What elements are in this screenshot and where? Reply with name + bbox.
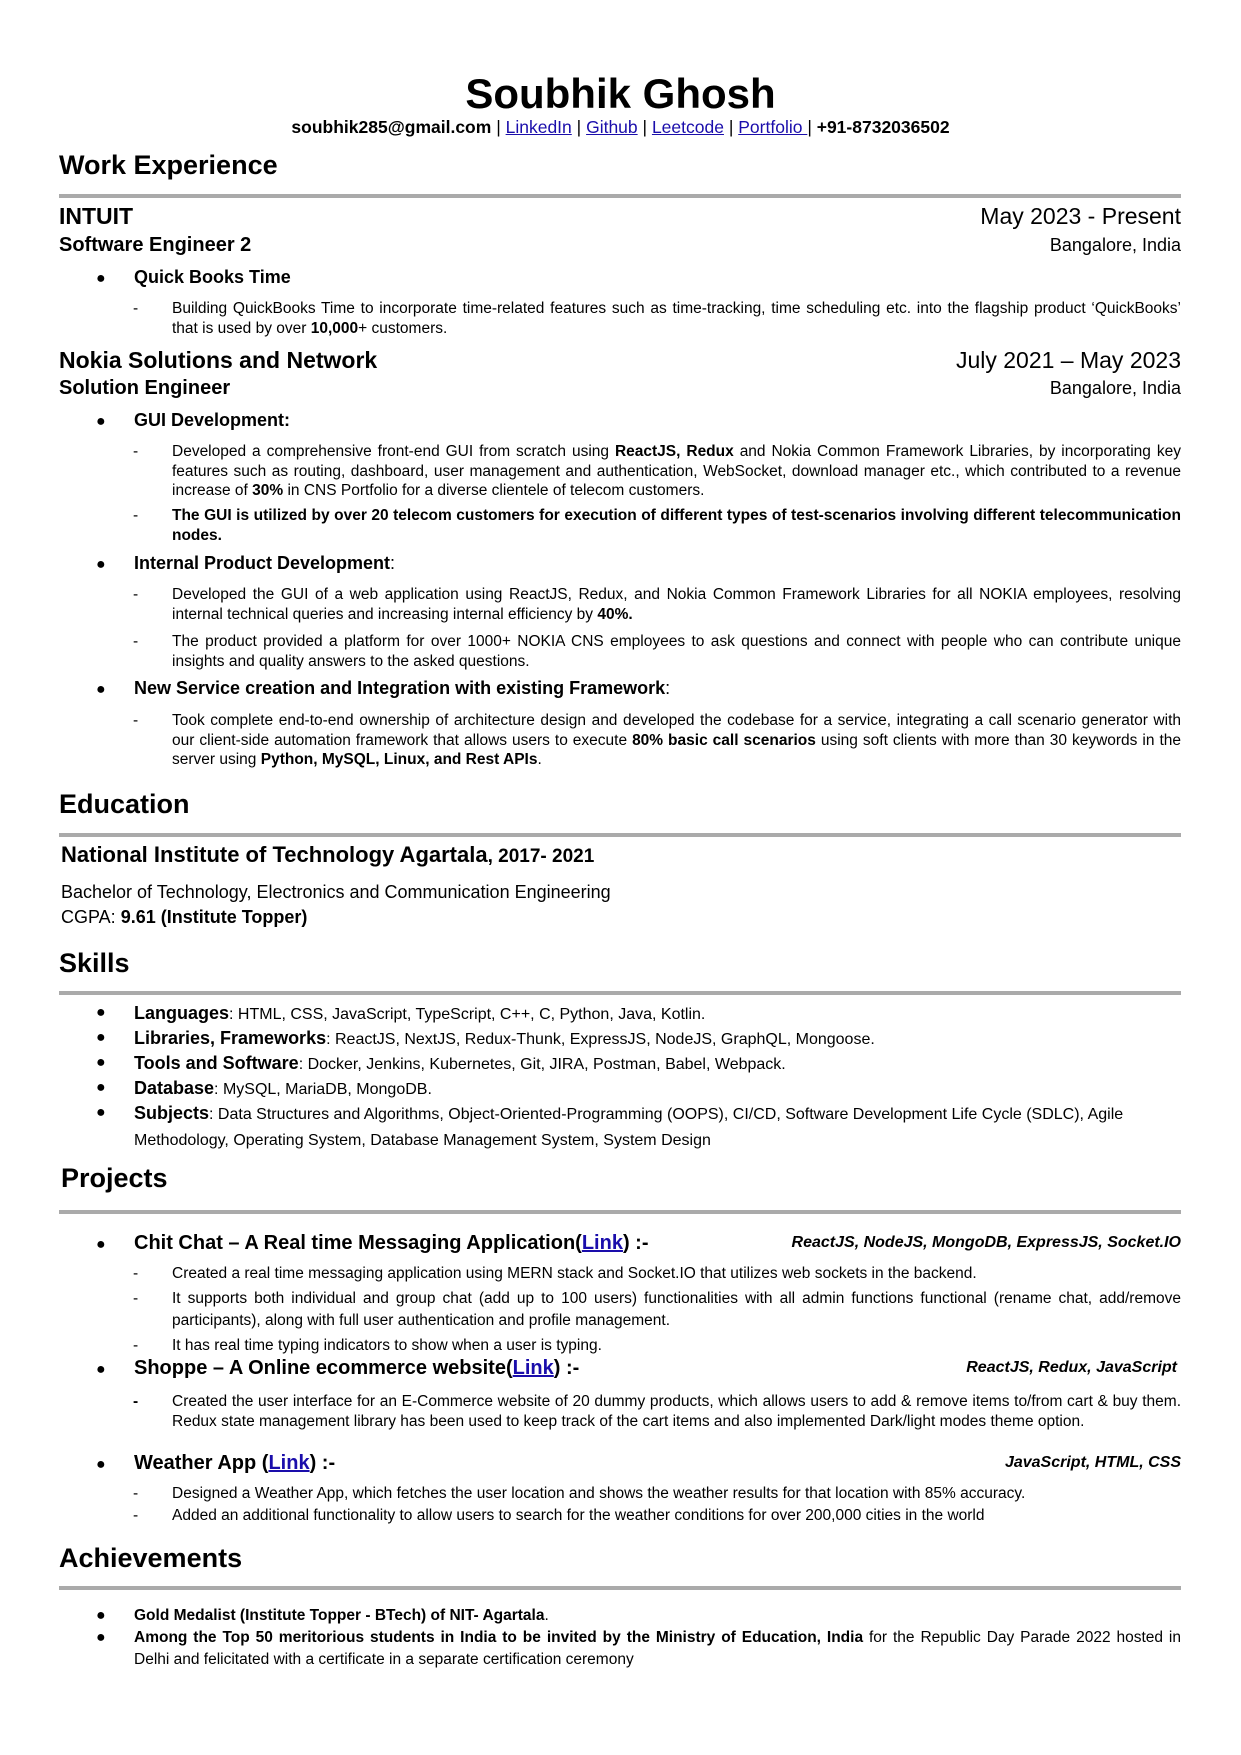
section-divider xyxy=(59,991,1181,995)
dash-glyph: - xyxy=(133,633,139,650)
achievements-heading: Achievements xyxy=(59,1543,243,1573)
candidate-name: Soubhik Ghosh xyxy=(465,70,776,117)
bullet-glyph: ● xyxy=(96,1629,106,1646)
skill-value: : Data Structures and Algorithms, Object-Oriented-Programming (OOPS), CI/CD, Software Development Life Cycle (SDLC), Agile Methodology, Operating System, Database Management System, System Design xyxy=(134,1106,1124,1149)
section-divider xyxy=(59,833,1181,837)
project-title-end: ) :- xyxy=(553,1357,580,1379)
work-experience-heading: Work Experience xyxy=(59,150,278,180)
emphasis-text: 40%. xyxy=(597,605,633,623)
bullet-glyph: ● xyxy=(96,1079,106,1096)
text-run: The product provided a platform for over 1000+ NOKIA CNS employees to ask questions and connect with people who can contribute unique insights and quality answers to the asked questions. xyxy=(172,633,1181,670)
project-tech: ReactJS, Redux, JavaScript xyxy=(966,1359,1177,1376)
dash-glyph: - xyxy=(133,1393,139,1410)
project-tech: ReactJS, NodeJS, MongoDB, ExpressJS, Socket.IO xyxy=(791,1234,1181,1251)
separator: | xyxy=(576,117,582,137)
bullet-glyph: ● xyxy=(96,1236,106,1253)
text-run: Took complete end-to-end ownership of architecture design and developed the codebase for a service, integrating a call scenario generator with our client-side automation framework that allows users to execute xyxy=(172,712,1181,749)
education-institute-line xyxy=(61,842,594,868)
job-header xyxy=(59,203,1181,230)
detail-point xyxy=(133,442,1181,502)
bullet-glyph: ● xyxy=(96,1104,106,1121)
emphasis-text: The GUI is utilized by over 20 telecom customers for execution of different types of test-scenarios involving different telecommunication nodes. xyxy=(172,507,1181,544)
job-subheader xyxy=(59,377,1181,400)
dash-glyph: - xyxy=(133,712,139,729)
dash-glyph: - xyxy=(133,1265,139,1282)
detail-point xyxy=(133,585,1181,625)
section-divider xyxy=(59,1586,1181,1590)
topic-title: New Service creation and Integration with existing Framework xyxy=(134,678,666,698)
emphasis-text: 80% basic call scenarios xyxy=(632,731,816,749)
detail-point xyxy=(133,632,1181,672)
project-link[interactable]: Link xyxy=(581,1232,623,1254)
skill-value: : MySQL, MariaDB, MongoDB. xyxy=(214,1081,432,1098)
project-title: Chit Chat – A Real time Messaging Application( xyxy=(134,1232,582,1254)
text-run: for the Republic Day Parade 2022 hosted in Delhi and felicitated with a certificate in a separate certification ceremony xyxy=(134,1629,1181,1668)
bullet-glyph: ● xyxy=(96,1456,106,1473)
email: soubhik285@gmail.com xyxy=(291,117,492,137)
linkedin-link[interactable]: LinkedIn xyxy=(505,117,572,137)
topic-bullet xyxy=(96,267,291,288)
bullet-glyph: ● xyxy=(96,1607,106,1624)
detail-text xyxy=(172,711,1181,770)
bullet-glyph: ● xyxy=(96,1004,106,1021)
detail-text xyxy=(172,632,1181,671)
bullet-glyph: ● xyxy=(96,681,106,698)
skill-value: : HTML, CSS, JavaScript, TypeScript, C++, C, Python, Java, Kotlin. xyxy=(229,1006,706,1023)
separator: | xyxy=(496,117,501,137)
project-tech: JavaScript, HTML, CSS xyxy=(1004,1454,1181,1471)
topic-bullet xyxy=(96,678,670,699)
dash-glyph: - xyxy=(133,1290,139,1307)
text-run: in CNS Portfolio for a diverse clientele of telecom customers. xyxy=(283,482,705,499)
project-point xyxy=(133,1484,1181,1504)
achievement-item xyxy=(96,1605,1181,1627)
dash-glyph: - xyxy=(133,586,139,603)
project-point xyxy=(133,1392,1181,1452)
emphasis-text: 10,000 xyxy=(310,319,359,337)
text-run: . xyxy=(537,751,542,768)
project-point-text: Added an additional functionality to allow users to search for the weather conditions for over 200,000 cities in the world xyxy=(172,1507,985,1524)
topic-title: Quick Books Time xyxy=(134,267,291,287)
job-header xyxy=(59,347,1181,374)
emphasis-text: Gold Medalist (Institute Topper - BTech) of NIT- Agartala xyxy=(134,1607,545,1624)
detail-point xyxy=(133,299,1181,339)
project-point xyxy=(133,1264,1181,1284)
github-link[interactable]: Github xyxy=(586,117,638,137)
company: INTUIT xyxy=(59,203,134,229)
projects-heading: Projects xyxy=(61,1163,168,1193)
project-point xyxy=(133,1288,1181,1332)
bullet-glyph: ● xyxy=(96,1029,106,1046)
job-dates: July 2021 – May 2023 xyxy=(955,347,1181,373)
achievement-text xyxy=(134,1627,1181,1671)
achievement-item xyxy=(96,1627,1181,1671)
detail-text xyxy=(172,442,1181,501)
topic-title: GUI Development: xyxy=(134,410,291,430)
project-link[interactable]: Link xyxy=(268,1452,310,1474)
bullet-glyph: ● xyxy=(96,556,106,573)
skill-label: Tools and Software xyxy=(134,1053,299,1073)
topic-suffix: : xyxy=(665,678,671,698)
bullet-glyph: ● xyxy=(96,270,106,287)
job-dates: May 2023 - Present xyxy=(980,203,1181,229)
detail-point xyxy=(133,711,1181,771)
dash-glyph: - xyxy=(133,300,139,317)
detail-text xyxy=(172,299,1181,338)
section-divider xyxy=(59,194,1181,198)
project-point xyxy=(133,1506,1181,1526)
project-title: Shoppe – A Online ecommerce website( xyxy=(134,1357,513,1379)
cgpa-line xyxy=(61,907,307,928)
detail-text xyxy=(172,506,1181,545)
topic-title: Internal Product Development xyxy=(134,553,391,573)
project-point-text: It has real time typing indicators to show when a user is typing. xyxy=(172,1337,602,1354)
detail-point xyxy=(133,506,1181,546)
leetcode-link[interactable]: Leetcode xyxy=(651,117,724,137)
project-point-text: Created a real time messaging application using MERN stack and Socket.IO that utilizes web sockets in the backend. xyxy=(172,1265,977,1282)
cgpa-value: 9.61 (Institute Topper) xyxy=(115,907,308,927)
skills-heading: Skills xyxy=(59,948,130,978)
project-title-row xyxy=(96,1357,1181,1380)
skill-label: Database xyxy=(134,1078,215,1098)
skill-label: Languages xyxy=(134,1003,230,1023)
education-years: , 2017- 2021 xyxy=(487,846,595,867)
emphasis-text: Python, MySQL, Linux, and Rest APIs xyxy=(260,751,538,768)
skill-item xyxy=(96,1051,1181,1075)
separator: | xyxy=(807,117,812,137)
separator: | xyxy=(728,117,734,137)
dash-glyph: - xyxy=(133,1337,139,1354)
skill-item xyxy=(96,1076,1181,1100)
text-run: Developed the GUI of a web application using ReactJS, Redux, and Nokia Common Framework Libraries for all NOKIA employees, resolving internal technical queries and increasing internal efficiency by xyxy=(172,586,1181,623)
skill-label: Libraries, Frameworks xyxy=(134,1028,327,1048)
skill-value: : Docker, Jenkins, Kubernetes, Git, JIRA, Postman, Babel, Webpack. xyxy=(298,1056,786,1073)
phone: +91-8732036502 xyxy=(816,117,950,137)
job-role: Software Engineer 2 xyxy=(59,234,252,256)
job-subheader xyxy=(59,234,1181,257)
dash-glyph: - xyxy=(133,443,139,460)
project-point-text: Designed a Weather App, which fetches the user location and shows the weather results for that location with 85% accuracy. xyxy=(172,1485,1026,1502)
detail-text xyxy=(172,585,1181,624)
job-role: Solution Engineer xyxy=(59,377,231,399)
skill-item xyxy=(96,1001,1181,1025)
skill-value: : ReactJS, NextJS, Redux-Thunk, ExpressJS, NodeJS, GraphQL, Mongoose. xyxy=(326,1031,875,1048)
text-run: and Nokia Common Framework Libraries, by incorporating key features such as routing, dashboard, user management and authentication, WebSocket, download manager etc., which contributed to a revenue increase of xyxy=(172,443,1181,499)
project-title: Weather App ( xyxy=(134,1452,269,1474)
institute-name: National Institute of Technology Agartala xyxy=(61,842,488,867)
text-run: Developed a comprehensive front-end GUI from scratch using xyxy=(172,443,615,460)
achievement-text xyxy=(134,1605,1181,1627)
text-run: . xyxy=(544,1607,549,1624)
skill-item xyxy=(96,1101,1181,1149)
text-run: Building QuickBooks Time to incorporate time-related features such as time-tracking, time scheduling etc. into the flagship product ‘QuickBooks’ that is used by over xyxy=(172,300,1181,337)
project-title-end: ) :- xyxy=(622,1232,649,1254)
text-run: + customers. xyxy=(358,319,448,337)
project-title-end: ) :- xyxy=(309,1452,336,1474)
topic-bullet xyxy=(96,553,395,574)
degree: Bachelor of Technology, Electronics and Communication Engineering xyxy=(61,882,611,902)
project-title-row xyxy=(96,1452,1181,1475)
project-title-row xyxy=(96,1232,1181,1255)
section-divider xyxy=(59,1210,1181,1214)
project-point-text: It supports both individual and group chat (add up to 100 users) functionalities with all admin functions functional (rename chat, add/remove participants), along with full user authentication and profile management. xyxy=(172,1290,1181,1329)
education-heading: Education xyxy=(59,789,190,819)
company: Nokia Solutions and Network xyxy=(59,347,378,373)
cgpa-label: CGPA: xyxy=(61,907,116,927)
bullet-glyph: ● xyxy=(96,413,106,430)
emphasis-text: Among the Top 50 meritorious students in India to be invited by the Ministry of Education, India xyxy=(134,1629,864,1646)
separator: | xyxy=(642,117,648,137)
dash-glyph: - xyxy=(133,1507,139,1524)
project-point-text: Created the user interface for an E-Commerce website of 20 dummy products, which allows users to add & remove items to/from cart & buy them. Redux state management library has been used to keep track of the cart items and also implemented Dark/light modes theme option. xyxy=(172,1393,1181,1430)
text-run: using soft clients with more than 30 keywords in the server using xyxy=(172,731,1181,768)
topic-bullet xyxy=(96,410,290,431)
dash-glyph: - xyxy=(133,507,139,524)
project-point xyxy=(133,1336,1181,1356)
skill-item xyxy=(96,1026,1181,1050)
job-location: Bangalore, India xyxy=(1049,235,1181,255)
emphasis-text: ReactJS, Redux xyxy=(614,443,734,460)
topic-suffix: : xyxy=(390,553,396,573)
contact-line xyxy=(0,117,1241,138)
skill-label: Subjects xyxy=(134,1103,210,1123)
dash-glyph: - xyxy=(133,1485,139,1502)
job-location: Bangalore, India xyxy=(1049,378,1181,398)
project-link[interactable]: Link xyxy=(512,1357,554,1379)
emphasis-text: 30% xyxy=(252,482,284,499)
portfolio-link[interactable]: Portfolio xyxy=(738,117,808,137)
bullet-glyph: ● xyxy=(96,1361,106,1378)
bullet-glyph: ● xyxy=(96,1054,106,1071)
